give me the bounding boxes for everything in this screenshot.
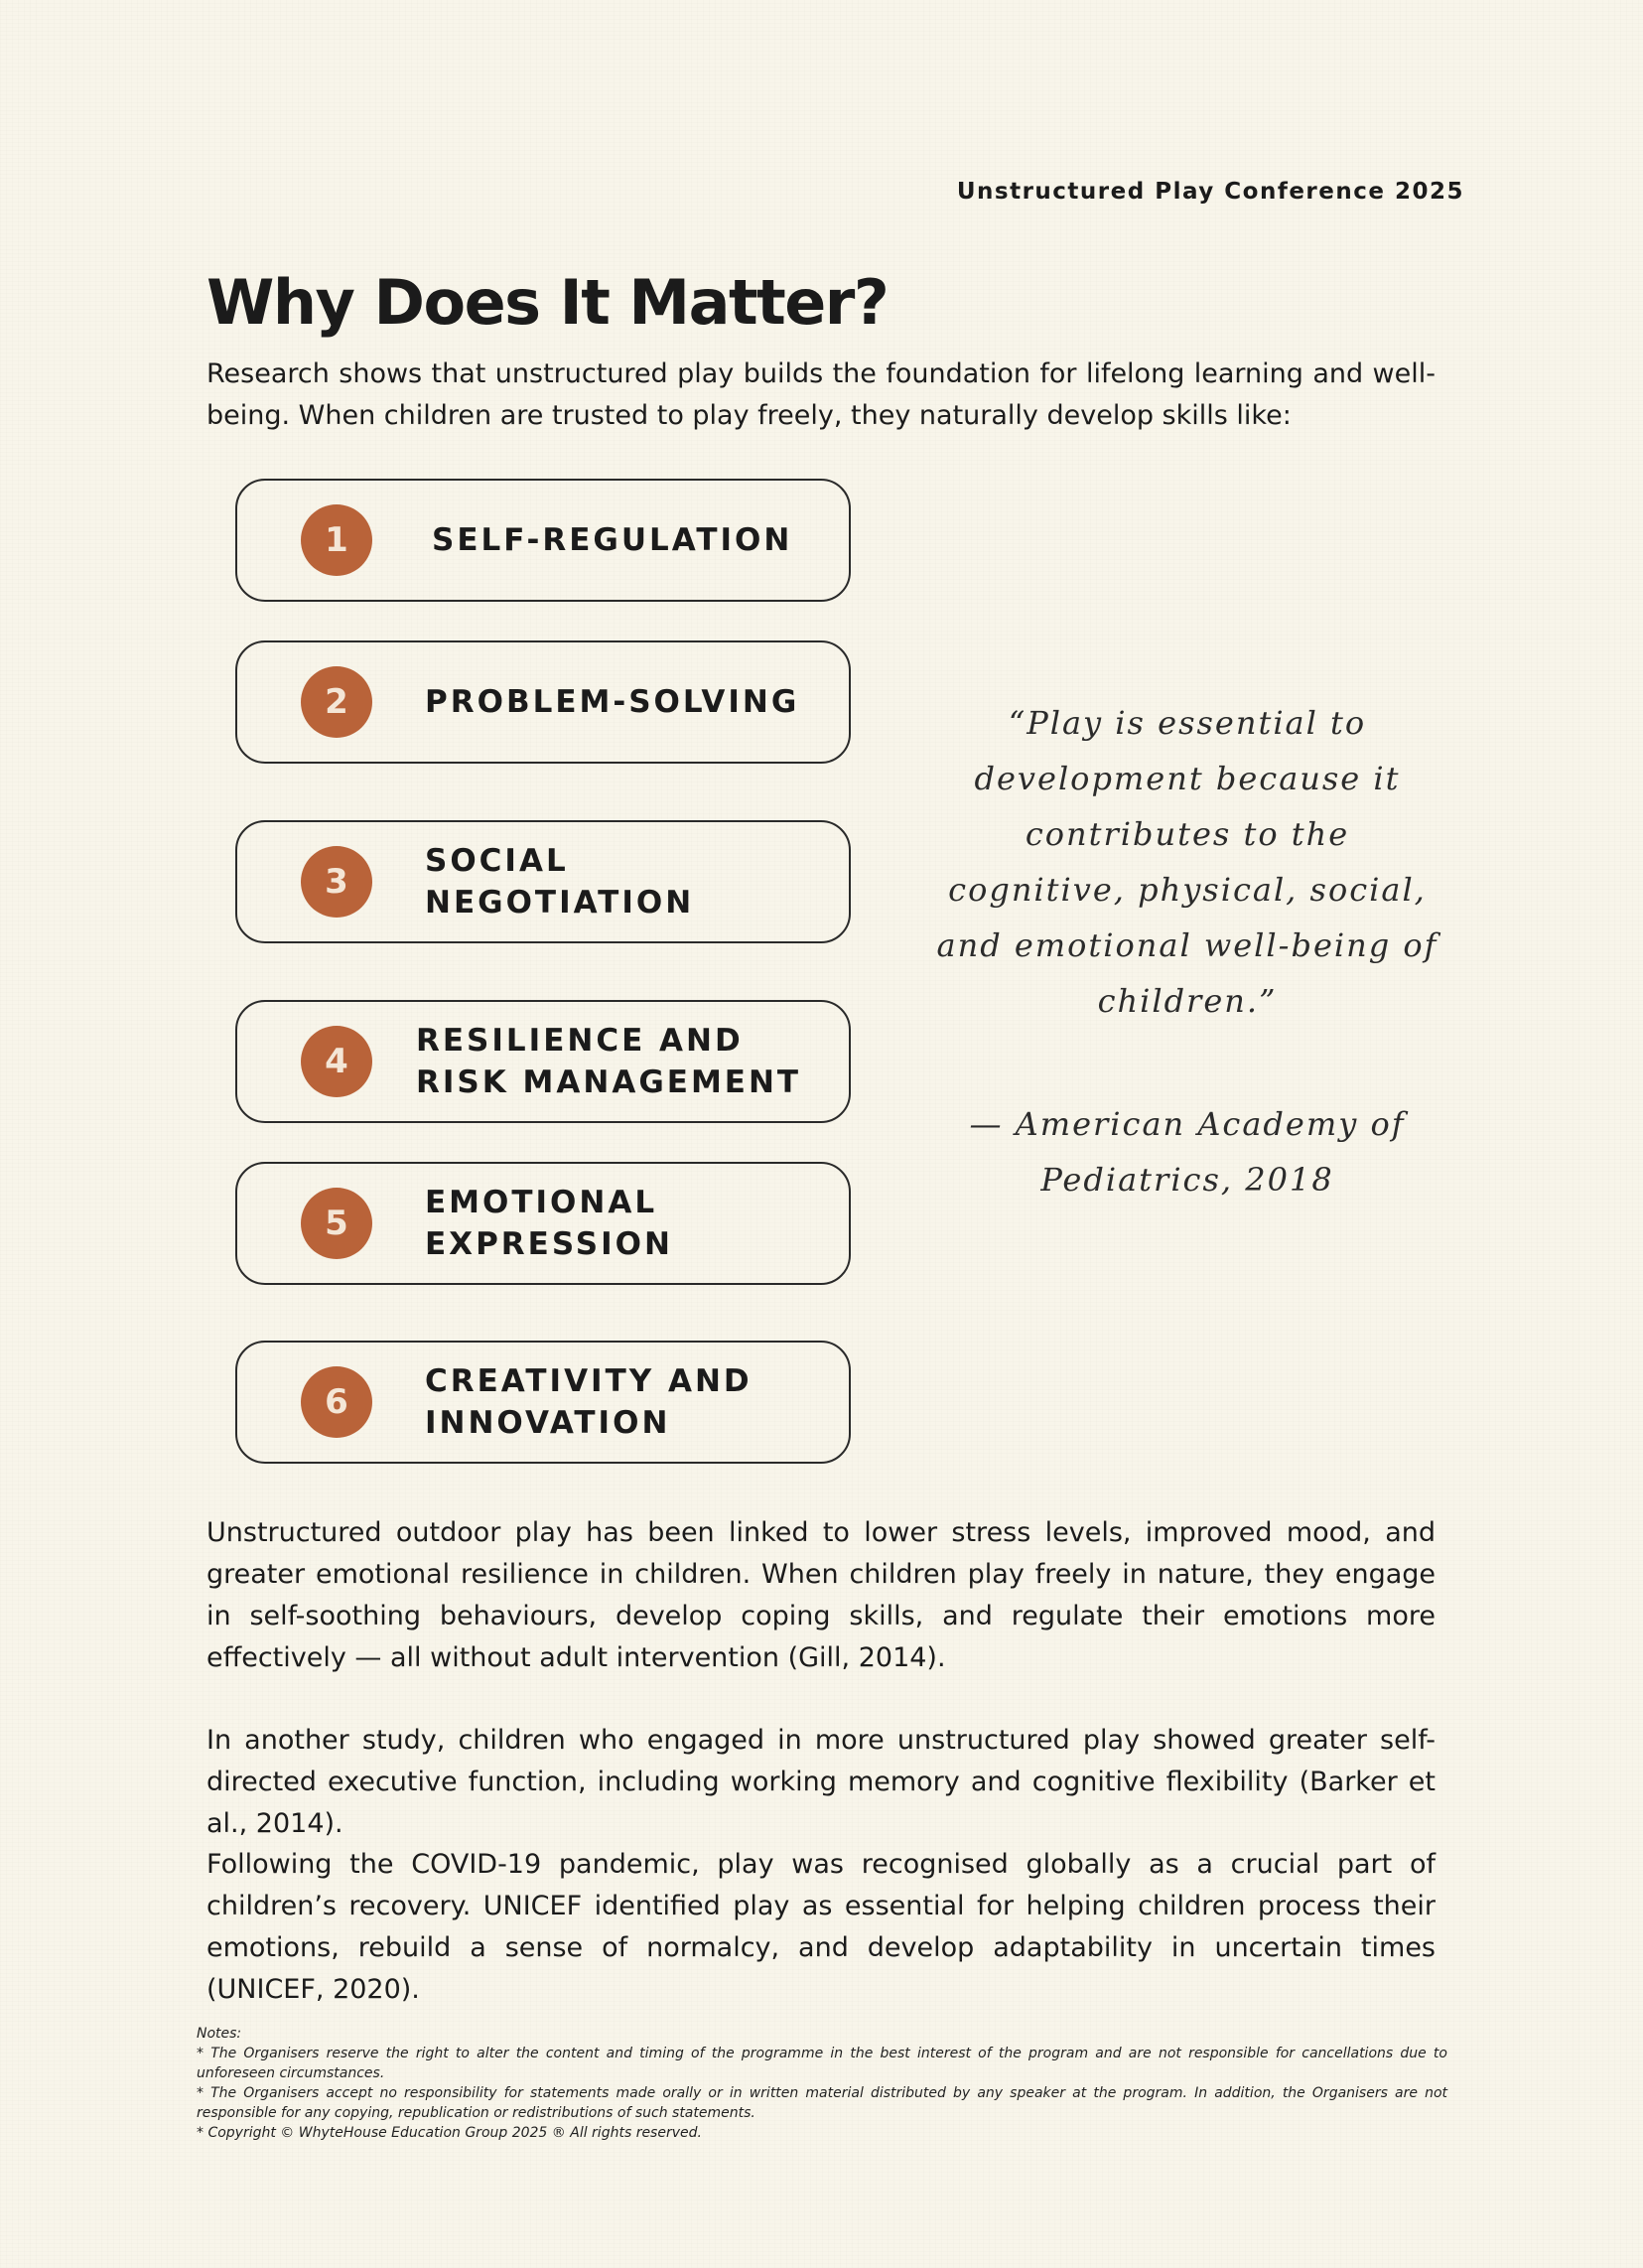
skill-number-badge: 5	[301, 1188, 372, 1259]
body-paragraph-covid-recovery: Following the COVID-19 pandemic, play was recognised globally as a crucial part of children’s recovery. UNICEF identified play as essential for helping children process their emotions, rebuild a sense of normalcy, and develop adaptability in uncertain times (UNICEF, 2020).	[206, 1849, 1436, 2005]
skill-number-badge: 1	[301, 504, 372, 576]
body-paragraph-executive-function: In another study, children who engaged in more unstructured play showed greater self-directed executive function, including working memory and cognitive flexibility (Barker et al., 2014).	[206, 1725, 1436, 1839]
skill-number-badge: 3	[301, 846, 372, 918]
note-item: * The Organisers accept no responsibility for statements made orally or in written material distributed by any speaker at the program. In addition, the Organisers are not responsible for any copying, republication or redistributions of such statements.	[197, 2085, 1447, 2121]
body-paragraph-outdoor-play: Unstructured outdoor play has been linked to lower stress levels, improved mood, and greater emotional resilience in children. When children play freely in nature, they engage in self-soothing behaviours, develop coping skills, and regulate their emotions more effectively — all without adult intervention (Gill, 2014).	[206, 1517, 1436, 1673]
quote-attribution: — American Academy of Pediatrics, 2018	[969, 1105, 1406, 1199]
skill-number-badge: 6	[301, 1366, 372, 1438]
notes-section	[197, 2024, 1447, 2143]
skill-label: SOCIAL NEGOTIATION	[425, 843, 695, 921]
quote-text: “Play is essential to development because it contributes to the cognitive, physical, social, and emotional well-being of children.”	[936, 704, 1438, 1020]
skill-card-emotional-expression	[235, 1162, 851, 1285]
skill-number-badge: 4	[301, 1026, 372, 1097]
skill-card-self-regulation	[235, 479, 851, 602]
notes-heading: Notes:	[197, 2026, 242, 2042]
intro-paragraph: Research shows that unstructured play builds the foundation for lifelong learning and well-being. When children are trusted to play freely, they naturally develop skills like:	[206, 358, 1436, 431]
skill-label: SELF-REGULATION	[432, 522, 793, 558]
skill-card-problem-solving	[235, 640, 851, 764]
skill-number-badge: 2	[301, 666, 372, 738]
skill-card-resilience	[235, 1000, 851, 1123]
page-title: Why Does It Matter?	[206, 266, 889, 339]
skill-card-creativity	[235, 1341, 851, 1464]
skill-label: EMOTIONAL EXPRESSION	[425, 1185, 673, 1262]
note-item: * The Organisers reserve the right to alter the content and timing of the programme in the best interest of the program and are not responsible for cancellations due to unforeseen circumstances.	[197, 2046, 1447, 2081]
conference-title: Unstructured Play Conference 2025	[956, 179, 1464, 205]
skill-label: RESILIENCE AND RISK MANAGEMENT	[416, 1023, 802, 1100]
skill-label: CREATIVITY AND INNOVATION	[425, 1363, 753, 1441]
copyright-note: * Copyright © WhyteHouse Education Group 2025 ® All rights reserved.	[197, 2125, 702, 2141]
skill-label: PROBLEM-SOLVING	[425, 684, 800, 720]
skill-card-social-negotiation	[235, 820, 851, 943]
